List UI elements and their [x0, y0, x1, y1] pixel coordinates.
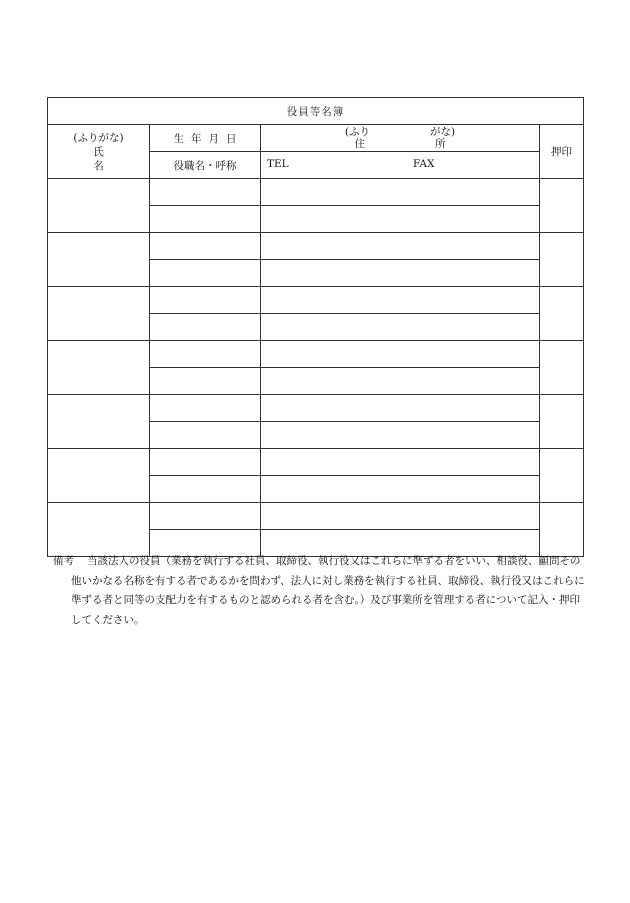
address-kana-label: (ふり がな)	[344, 126, 456, 138]
birthdate-cell[interactable]	[150, 503, 261, 530]
birthdate-cell[interactable]	[150, 233, 261, 260]
tel-fax-cell[interactable]	[261, 260, 540, 287]
seal-cell[interactable]	[540, 179, 584, 233]
form-title: 役員等名簿	[48, 98, 584, 125]
entry-row-top	[48, 287, 584, 314]
tel-fax-cell[interactable]	[261, 206, 540, 233]
seal-header: 押印	[540, 125, 584, 179]
tel-fax-cell[interactable]	[261, 368, 540, 395]
address-cell[interactable]	[261, 395, 540, 422]
name-cell[interactable]	[48, 395, 150, 449]
address-cell[interactable]	[261, 503, 540, 530]
entry-row-top	[48, 449, 584, 476]
entry-row-top	[48, 179, 584, 206]
address-cell[interactable]	[261, 287, 540, 314]
birthdate-label: 生年月日	[173, 132, 244, 145]
name-header	[48, 125, 150, 179]
entry-row-top	[48, 503, 584, 530]
address-label: 住 所	[354, 138, 446, 150]
name-label: 氏名	[93, 145, 134, 172]
tel-fax-cell[interactable]	[261, 314, 540, 341]
birthdate-cell[interactable]	[150, 449, 261, 476]
entry-row-top	[48, 341, 584, 368]
tel-label: TEL	[267, 158, 289, 170]
remarks-text: 当該法人の役員（業務を執行する社員、取締役、執行役又はこれらに準ずる者をいい、相談役、顧問その他いかなる名称を有する者であるかを問わず、法人に対し業務を執行する社員、取締役、執行役又はこれらに準ずる者と同等の支配力を有するものと認められる者を含む。）及び事業所を管理する者について記入・押印してください。	[71, 555, 585, 626]
address-cell[interactable]	[261, 179, 540, 206]
tel-fax-cell[interactable]	[261, 422, 540, 449]
position-cell[interactable]	[150, 368, 261, 395]
tel-fax-cell[interactable]	[261, 476, 540, 503]
address-cell[interactable]	[261, 233, 540, 260]
remarks	[47, 552, 587, 630]
name-cell[interactable]	[48, 503, 150, 557]
entry-row-top	[48, 233, 584, 260]
name-cell[interactable]	[48, 341, 150, 395]
name-cell[interactable]	[48, 233, 150, 287]
position-cell[interactable]	[150, 314, 261, 341]
birthdate-cell[interactable]	[150, 287, 261, 314]
seal-cell[interactable]	[540, 287, 584, 341]
entry-row-top	[48, 395, 584, 422]
remarks-label: 備考	[53, 555, 74, 567]
officers-table	[47, 97, 584, 557]
name-kana-label: (ふりがな)	[73, 131, 124, 144]
seal-cell[interactable]	[540, 341, 584, 395]
position-header: 役職名・呼称	[150, 152, 261, 179]
address-cell[interactable]	[261, 449, 540, 476]
address-header	[261, 125, 540, 152]
birthdate-cell[interactable]	[150, 395, 261, 422]
officers-list-form	[47, 97, 583, 557]
name-cell[interactable]	[48, 179, 150, 233]
birthdate-cell[interactable]	[150, 341, 261, 368]
birthdate-header	[150, 125, 261, 152]
seal-cell[interactable]	[540, 395, 584, 449]
seal-cell[interactable]	[540, 449, 584, 503]
address-cell[interactable]	[261, 341, 540, 368]
position-cell[interactable]	[150, 206, 261, 233]
name-cell[interactable]	[48, 287, 150, 341]
seal-cell[interactable]	[540, 503, 584, 557]
fax-label: FAX	[413, 158, 435, 170]
seal-cell[interactable]	[540, 233, 584, 287]
name-cell[interactable]	[48, 449, 150, 503]
position-cell[interactable]	[150, 476, 261, 503]
birthdate-cell[interactable]	[150, 179, 261, 206]
position-cell[interactable]	[150, 422, 261, 449]
position-cell[interactable]	[150, 260, 261, 287]
tel-fax-header	[261, 152, 540, 179]
